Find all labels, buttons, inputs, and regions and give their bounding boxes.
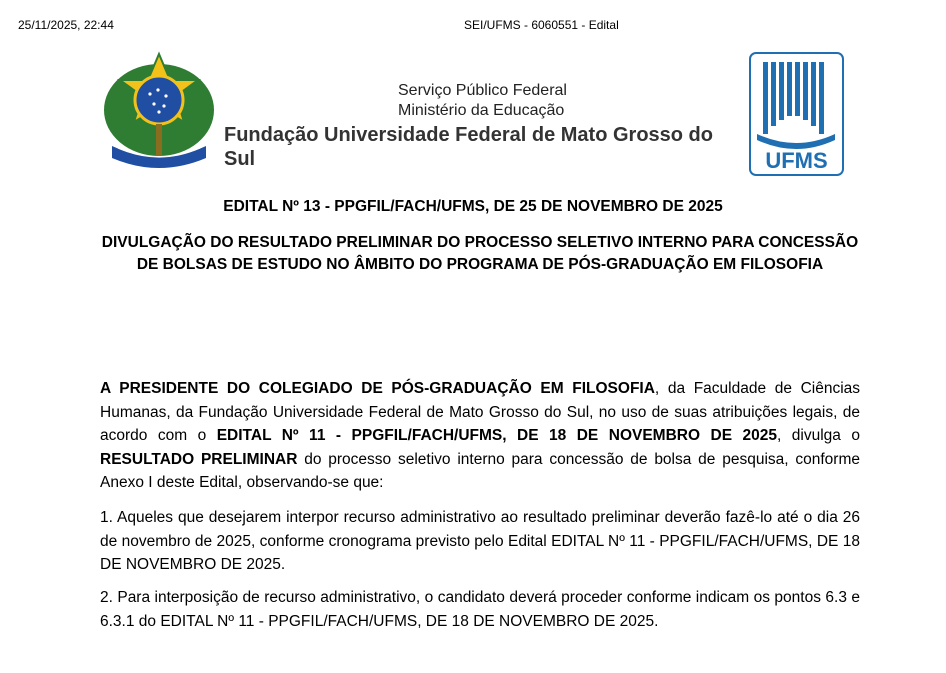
letterhead-line-servico: Serviço Público Federal [398, 82, 567, 99]
preamble-text-1: , da Faculdade de Ciências Humanas, da Fundação Universidade Federal de Mato Grosso do Sul, no uso de suas atribuições legais, de acordo com o [100, 380, 861, 444]
preamble-resultado: RESULTADO PRELIMINAR [100, 450, 298, 468]
brasao-republica-icon [98, 50, 220, 178]
paragraph-item-2: 2. Para interposição de recurso administrativo, o candidato deverá proceder conforme indicam os pontos 6.3 e 6.3.1 do EDITAL Nº 11 - PPGFIL/FACH/UFMS, DE 18 DE NOVEMBRO DE 2025. [100, 589, 860, 630]
preamble-text-3: do processo seletivo interno para concessão de bolsa de pesquisa, conforme Anexo I deste Edital, observando-se que: [100, 450, 860, 491]
edital-title: EDITAL Nº 13 - PPGFIL/FACH/UFMS, DE 25 DE NOVEMBRO DE 2025 [223, 198, 723, 215]
preamble-presidente: A PRESIDENTE DO COLEGIADO DE PÓS-GRADUAÇÃO EM FILOSOFIA [100, 380, 655, 397]
print-datetime: 25/11/2025, 22:44 [18, 18, 114, 32]
paragraph-item-1: 1. Aqueles que desejarem interpor recurso administrativo ao resultado preliminar deverão fazê-lo até o dia 26 de novembro de 2025, conforme cronograma previsto pelo Edital EDITAL Nº 11 - PPGFIL/FACH/UFMS, DE 18 DE NOVEMBRO DE 2025. [100, 509, 860, 573]
print-header [0, 18, 946, 34]
ufms-logo-text: UFMS [765, 148, 828, 173]
print-doc-ref: SEI/UFMS - 6060551 - Edital [464, 18, 619, 32]
paragraph-preamble [100, 377, 860, 495]
edital-subtitle: DIVULGAÇÃO DO RESULTADO PRELIMINAR DO PROCESSO SELETIVO INTERNO PARA CONCESSÃO DE BOLSAS DE ESTUDO NO ÂMBITO DO PROGRAMA DE PÓS-GRADUAÇÃO EM FILOSOFIA [101, 234, 859, 273]
preamble-edital-ref: EDITAL Nº 11 - PPGFIL/FACH/UFMS, DE 18 DE NOVEMBRO DE 2025 [216, 427, 777, 444]
letterhead [224, 81, 749, 171]
preamble-text-2: , divulga o [777, 427, 860, 444]
ufms-logo-icon [749, 52, 844, 176]
letterhead-line-ministerio: Ministério da Educação [398, 102, 565, 119]
letterhead-line-fundacao: Fundação Universidade Federal de Mato Grosso do Sul [224, 124, 713, 170]
